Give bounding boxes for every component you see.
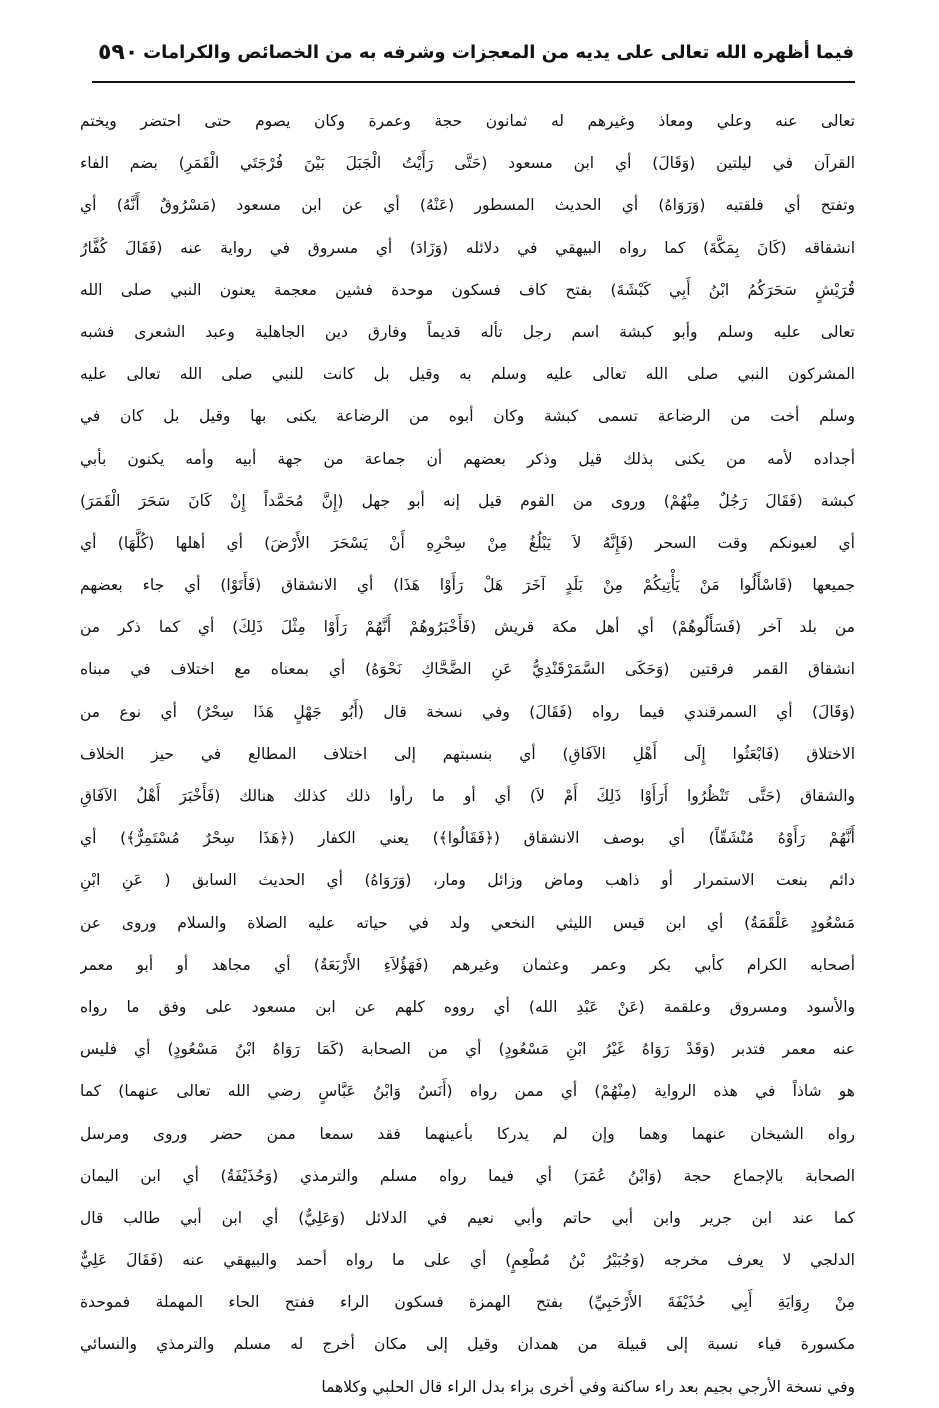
text-line: القرآن في ليلتين (وَقَالَ) أي ابن مسعود (حَتَّى رَأَيْتُ الْجَبَلَ بَيْنَ فُرْجَتَي الْقَمَرِ) بضم الفاء [80,154,855,173]
text-line: والشقاق (حَتَّى تَنْظُرُوا أَرَأَوْا ذَلِكَ أَمْ لاَ) أي أو ما رأوا ذلك كذلك هنالك (فَأَخْبَرَ أَهْلُ الآفَاقِ [80,787,855,805]
running-header [98,30,854,74]
text-line: تعالى عليه وسلم وأبو كبشة اسم رجل تأله قديماً وفارق دين الجاهلية وعبد الشعرى فشبه [80,322,855,341]
text-line: مكسورة فياء نسبة إلى قبيلة من همدان وقيل إلى مكان أخرج له مسلم والترمذي والنسائي [80,1335,855,1354]
text-line: تعالى عنه وعلي ومعاذ وغيرهم له ثمانون حجة وعمرة وكان يصوم حتى احتضر ويختم [80,112,855,130]
text-line: أجداده لأمه من يكنى بذلك قيل وذكر بعضهم أن جماعة من جهة أبيه وأمه يكنون بأبي [80,449,855,468]
text-line: الصحابة بالإجماع حجة (وَابْنُ عُمَرَ) أي فيما رواه مسلم والترمذي (وَحُذَيْفَةُ) أي ابن اليمان [80,1166,855,1185]
text-line: رواه الشيخان عنهما وهما وإن لم يدركا بأعينهما فقد سمعا ممن حضر وروى ومرسل [80,1124,855,1143]
text-line: كما عند ابن جرير وابن أبي حاتم وأبي نعيم في الدلائل (وَعَلِيٌّ) أي ابن أبي طالب قال [80,1208,855,1227]
text-line: كبشة (فَقَالَ رَجُلٌ مِنْهُمْ) وروى من القوم قيل إنه أبو جهل (إِنَّ مُحَمَّداً إِنْ كَانَ سَحَرَ الْقَمَرَ) [80,491,855,510]
text-line: انشقاقه (كَانَ بِمَكَّةَ) كما رواه البيهقي في دلائله (وَزَادَ) أي مسروق في رواية عنه (فَقَالَ كُفَّارُ [80,238,855,257]
text-line: قُرَيْشٍ سَحَرَكُمُ ابْنُ أَبِي كَبْشَةَ) بفتح كاف فسكون موحدة فشين معجمة يعنون النبي صلى الله [80,280,855,299]
text-line: الاختلاق (فَابْعَثُوا إِلَى أَهْلِ الآفَاقِ) أي بنسبتهم إلى اختلاف المطالع في حيز الخلاف [80,744,855,763]
text-line: وفي نسخة الأرجي بجيم بعد راء ساكنة وفي أخرى بزاء بدل الراء قال الحلبي وكلاهما [321,1377,855,1396]
header-rule [92,81,855,83]
text-line: (وَقَالَ) أي السمرقندي فيما رواه (فَقَالَ) وفي نسخة قال (أَبُو جَهْلٍ هَذَا سِحْرٌ) أي نوع من [80,702,855,721]
text-line: والأسود ومسروق وعلقمة (عَنْ عَبْدِ الله) أي رووه كلهم عن ابن مسعود على وفق ما رواه [80,997,855,1016]
text-line: هو شاذاً في هذه الرواية (مِنْهُمْ) أي ممن رواه (أَنَسٌ وَابْنُ عَبَّاسٍ رضي الله تعالى عنهما) كما [80,1082,855,1101]
text-line: أي لعيونكم وقت السحر (فَإِنَّهُ لاَ يَبْلُغُ مِنْ سِحْرِهِ أَنْ يَسْحَرَ الأَرْضَ) أي أهلها (كُلَّهَا) أي [80,533,855,552]
text-line: وسلم أخت من الرضاعة تسمى كبشة وكان أبوه من الرضاعة يكنى بها وقيل بل كان في [80,407,855,426]
text-line: انشقاق القمر فرقتين (وَحَكَى السَّمَرْقَنْدِيُّ عَنِ الضَّحَّاكِ نَحْوَهُ) أي بمعناه مع اختلاف في مبناه [80,660,855,679]
text-line: عنه معمر فتدبر (وَقَدْ رَوَاهُ غَيْرُ ابْنِ مَسْعُودٍ) أي من الصحابة (كَمَا رَوَاهُ ابْنُ مَسْعُودٍ) أي فليس [80,1040,855,1059]
text-line: وتفتح أي فلقتيه (وَرَوَاهُ) أي الحديث المسطور (عَنْهُ) أي عن ابن مسعود (مَسْرُوقٌ أَنَّهُ) أي [80,196,855,215]
header-title: فيما أظهره الله تعالى على يديه من المعجزات وشرفه به من الخصائص والكرامات [143,41,854,63]
body-text [80,100,855,1408]
text-line: جميعها (فَاسْأَلُوا مَنْ يَأْتِيكُمْ مِنْ بَلَدٍ آخَرَ هَلْ رَأَوْا هَذَا) أي الانشقاق (فَأَتَوْا) أي جاء بعضهم [80,576,855,595]
text-line: مِنْ رِوَايَةِ أَبِي حُذَيْفَةَ الأَرْحَبِيِّ) بفتح الهمزة فسكون الراء ففتح الحاء المهملة فموحدة [80,1293,855,1312]
text-line: دائم بنعت الاستمرار أو ذاهب وماض وزائل ومار، (وَرَوَاهُ) أي الحديث السابق ( عَنِ ابْنِ [80,871,855,890]
text-line: الدلجي لا يعرف مخرجه (وَجُبَيْرُ بْنُ مُطْعِمٍ) أي على ما رواه أحمد والبيهقي عنه (فَقَالَ عَلِيٌّ [80,1251,855,1270]
text-line: أصحابه الكرام كأبي بكر وعمر وعثمان وغيرهم (فَهَؤُلاَءِ الأَرْبَعَةُ) أي مجاهد أو أبو معمر [80,955,855,974]
text-line: المشركون النبي صلى الله تعالى عليه وسلم به وقيل بل كانت للنبي صلى الله تعالى عليه [80,365,855,384]
text-line: مَسْعُودٍ عَلْقَمَةُ) أي ابن قيس الليثي النخعي ولد في حياته عليه الصلاة والسلام وروى عن [80,913,855,932]
text-line: أَنَّهُمْ رَأَوْهُ مُنْشَقّاً) أي بوصف الانشقاق (﴿فَقَالُوا﴾) يعني الكفار (﴿هَذَا سِحْرٌ مُسْتَمِرٌّ﴾) أي [80,829,855,848]
text-line: من بلد آخر (فَسَأَلُوهُمْ) أي أهل مكة قريش (فَأَخْبَرُوهُمْ أَنَّهُمْ رَأَوْا مِثْلَ ذَلِكَ) أي كما ذكر من [80,618,855,637]
page-number: ٥٩٠ [98,39,139,65]
